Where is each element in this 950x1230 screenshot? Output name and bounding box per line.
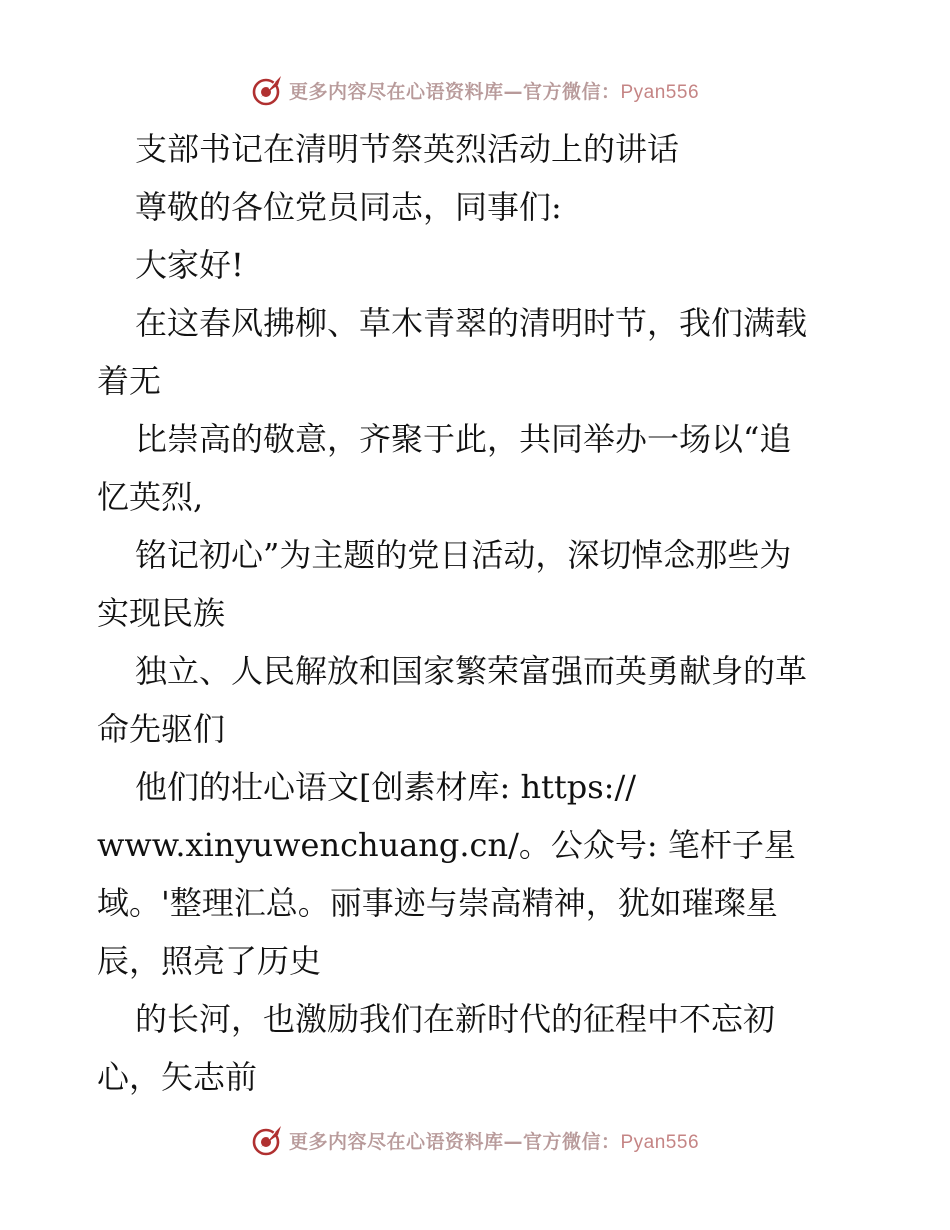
header-banner-text: 更多内容尽在心语资料库—官方微信：Pyan556 [288, 80, 700, 103]
text-line: 大家好! [135, 246, 244, 284]
text-line: 辰，照亮了历史 [97, 942, 322, 980]
text-line: 的长河，也激励我们在新时代的征程中不忘初 [135, 1000, 776, 1038]
text-line: 在这春风拂柳、草木青翠的清明时节，我们满载 [135, 304, 808, 342]
text-line: 命先驱们 [97, 710, 226, 748]
text-line: 域。'整理汇总。丽事迹与崇高精神，犹如璀璨星 [97, 884, 778, 922]
header-wechat-id: Pyan556 [620, 81, 700, 103]
text-line: 心，矢志前 [97, 1058, 258, 1096]
text-line: 铭记初心”为主题的党日活动，深切悼念那些为 [135, 536, 792, 574]
header-banner [0, 70, 950, 110]
text-line: 他们的壮心语文[创素材库: https:// [135, 768, 637, 806]
footer-banner [0, 1120, 950, 1160]
quill-logo-icon [251, 1123, 285, 1157]
document-title: 支部书记在清明节祭英烈活动上的讲话 [135, 130, 680, 168]
quill-logo-icon [251, 73, 285, 107]
text-line: 独立、人民解放和国家繁荣富强而英勇献身的革 [135, 652, 808, 690]
document-body [97, 120, 857, 1106]
text-line: 尊敬的各位党员同志，同事们: [135, 188, 562, 226]
text-line: www.xinyuwenchuang.cn/。公众号: 笔杆子星 [97, 826, 796, 864]
text-line: 实现民族 [97, 594, 226, 632]
text-line: 忆英烈, [97, 478, 204, 516]
footer-wechat-id: Pyan556 [620, 1131, 700, 1153]
footer-banner-text: 更多内容尽在心语资料库—官方微信：Pyan556 [288, 1130, 700, 1153]
text-line: 比崇高的敬意，齐聚于此，共同举办一场以“追 [135, 420, 792, 458]
text-line: 着无 [97, 362, 162, 400]
